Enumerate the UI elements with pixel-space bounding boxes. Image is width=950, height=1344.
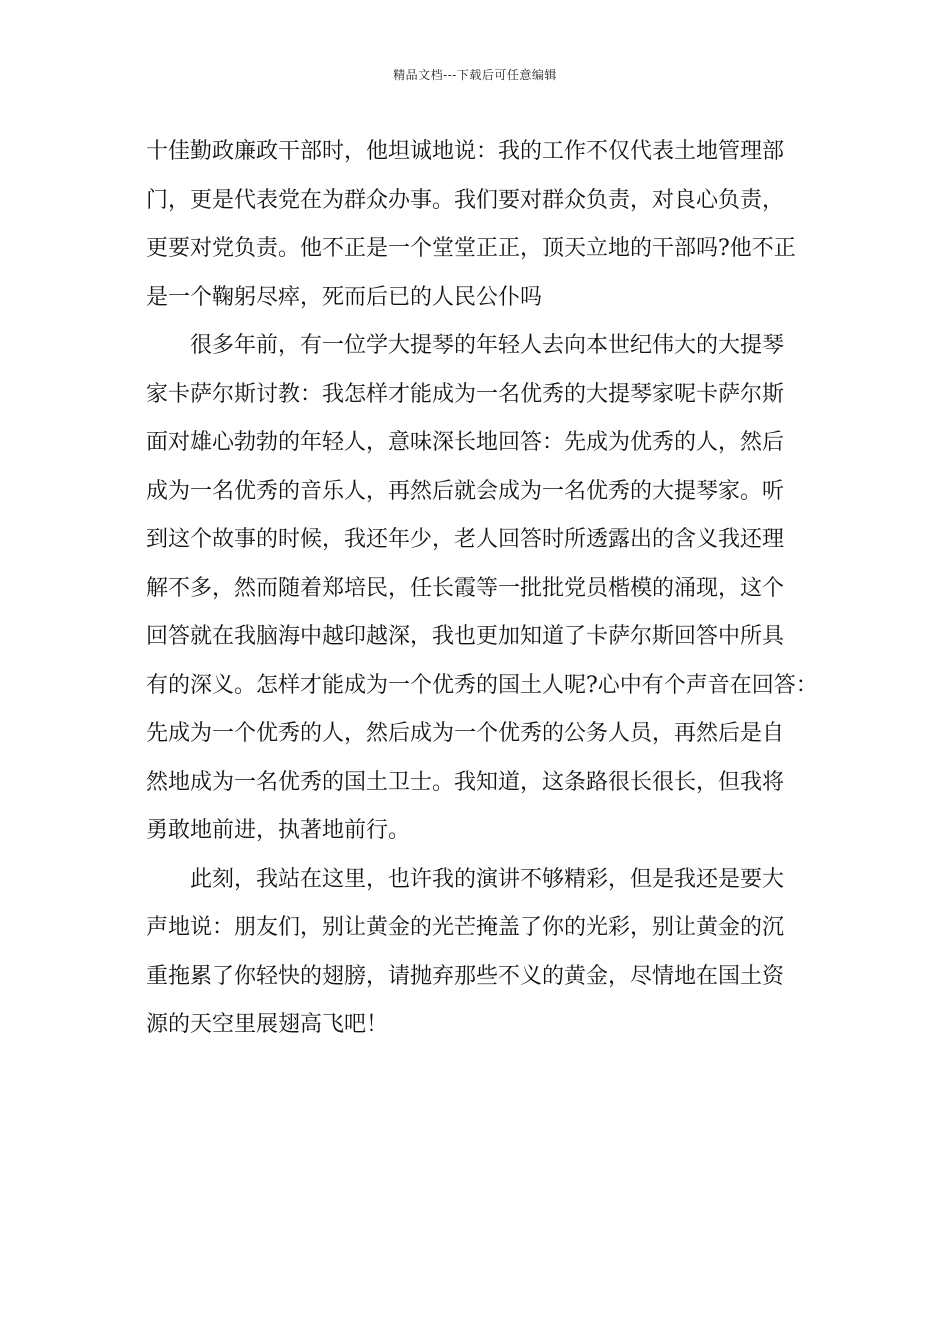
text-line: 十佳勤政廉政干部时，他坦诚地说：我的工作不仅代表土地管理部	[146, 139, 785, 164]
text-line: 是一个鞠躬尽瘁，死而后已的人民公仆吗	[146, 284, 543, 310]
text-line: 源的天空里展翅高飞吧！	[146, 1012, 389, 1037]
text-line: 解不多，然而随着郑培民，任长霞等一批批党员楷模的涌现，这个	[146, 575, 785, 601]
text-line: 此刻，我站在这里，也许我的演讲不够精彩，但是我还是要大	[190, 866, 785, 892]
text-line: 勇敢地前进，执著地前行。	[146, 818, 411, 843]
text-line: 成为一名优秀的音乐人，再然后就会成为一名优秀的大提琴家。听	[146, 478, 785, 504]
text-line: 到这个故事的时候，我还年少，老人回答时所透露出的含义我还理	[146, 527, 785, 552]
document-body	[146, 128, 828, 1050]
text-line: 家卡萨尔斯讨教：我怎样才能成为一名优秀的大提琴家呢卡萨尔斯	[146, 381, 785, 407]
page-header: 精品文档---下载后可任意编辑	[393, 68, 557, 82]
paragraph-1	[146, 128, 828, 322]
text-line: 然地成为一名优秀的国土卫士。我知道，这条路很长很长，但我将	[146, 769, 785, 795]
paragraph-2	[146, 322, 828, 856]
text-line: 面对雄心勃勃的年轻人，意味深长地回答：先成为优秀的人，然后	[146, 430, 785, 455]
text-line: 重拖累了你轻快的翅膀，请抛弃那些不义的黄金，尽情地在国土资	[146, 963, 785, 989]
text-line: 更要对党负责。他不正是一个堂堂正正，顶天立地的干部吗?他不正	[146, 236, 796, 261]
text-line: 回答就在我脑海中越印越深，我也更加知道了卡萨尔斯回答中所具	[146, 624, 785, 649]
text-line: 先成为一个优秀的人，然后成为一个优秀的公务人员，再然后是自	[146, 721, 785, 746]
text-line: 门，更是代表党在为群众办事。我们要对群众负责，对良心负责，	[146, 187, 785, 213]
text-line: 很多年前，有一位学大提琴的年轻人去向本世纪伟大的大提琴	[190, 333, 785, 358]
text-line: 声地说：朋友们，别让黄金的光芒掩盖了你的光彩，别让黄金的沉	[146, 915, 785, 940]
text-line: 有的深义。怎样才能成为一个优秀的国土人呢?心中有个声音在回答：	[146, 672, 818, 698]
paragraph-3	[146, 856, 828, 1050]
